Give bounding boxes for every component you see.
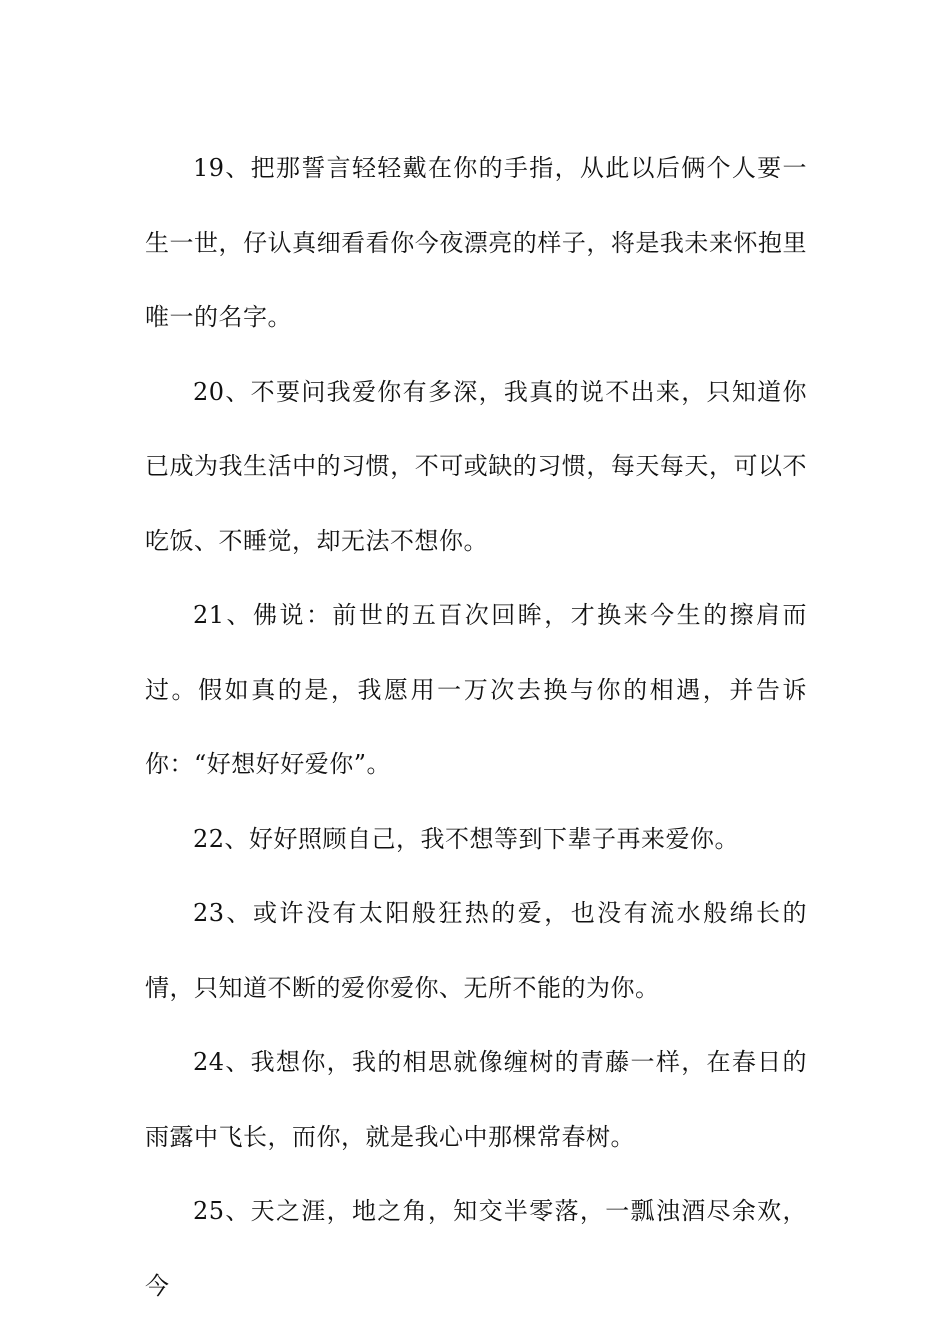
paragraph-25: 25、天之涯，地之角，知交半零落，一瓢浊酒尽余欢，今 bbox=[145, 1197, 807, 1300]
paragraph-19: 19、把那誓言轻轻戴在你的手指，从此以后俩个人要一生一世，仔认真细看看你今夜漂亮的样子，将是我未来怀抱里唯一的名字。 bbox=[145, 154, 807, 331]
paragraph-24: 24、我想你，我的相思就像缠树的青藤一样，在春日的雨露中飞长，而你，就是我心中那棵常春树。 bbox=[145, 1048, 807, 1151]
paragraph-23: 23、或许没有太阳般狂热的爱，也没有流水般绵长的情，只知道不断的爱你爱你、无所不能的为你。 bbox=[145, 899, 807, 1002]
paragraph-21: 21、佛说：前世的五百次回眸，才换来今生的擦肩而过。假如真的是，我愿用一万次去换与你的相遇，并告诉你：“好想好好爱你”。 bbox=[145, 601, 807, 778]
paragraph-22: 22、好好照顾自己，我不想等到下辈子再来爱你。 bbox=[193, 824, 740, 853]
paragraph-20: 20、不要问我爱你有多深，我真的说不出来，只知道你已成为我生活中的习惯，不可或缺的习惯，每天每天，可以不吃饭、不睡觉，却无法不想你。 bbox=[145, 377, 807, 555]
document-body bbox=[145, 131, 807, 1323]
